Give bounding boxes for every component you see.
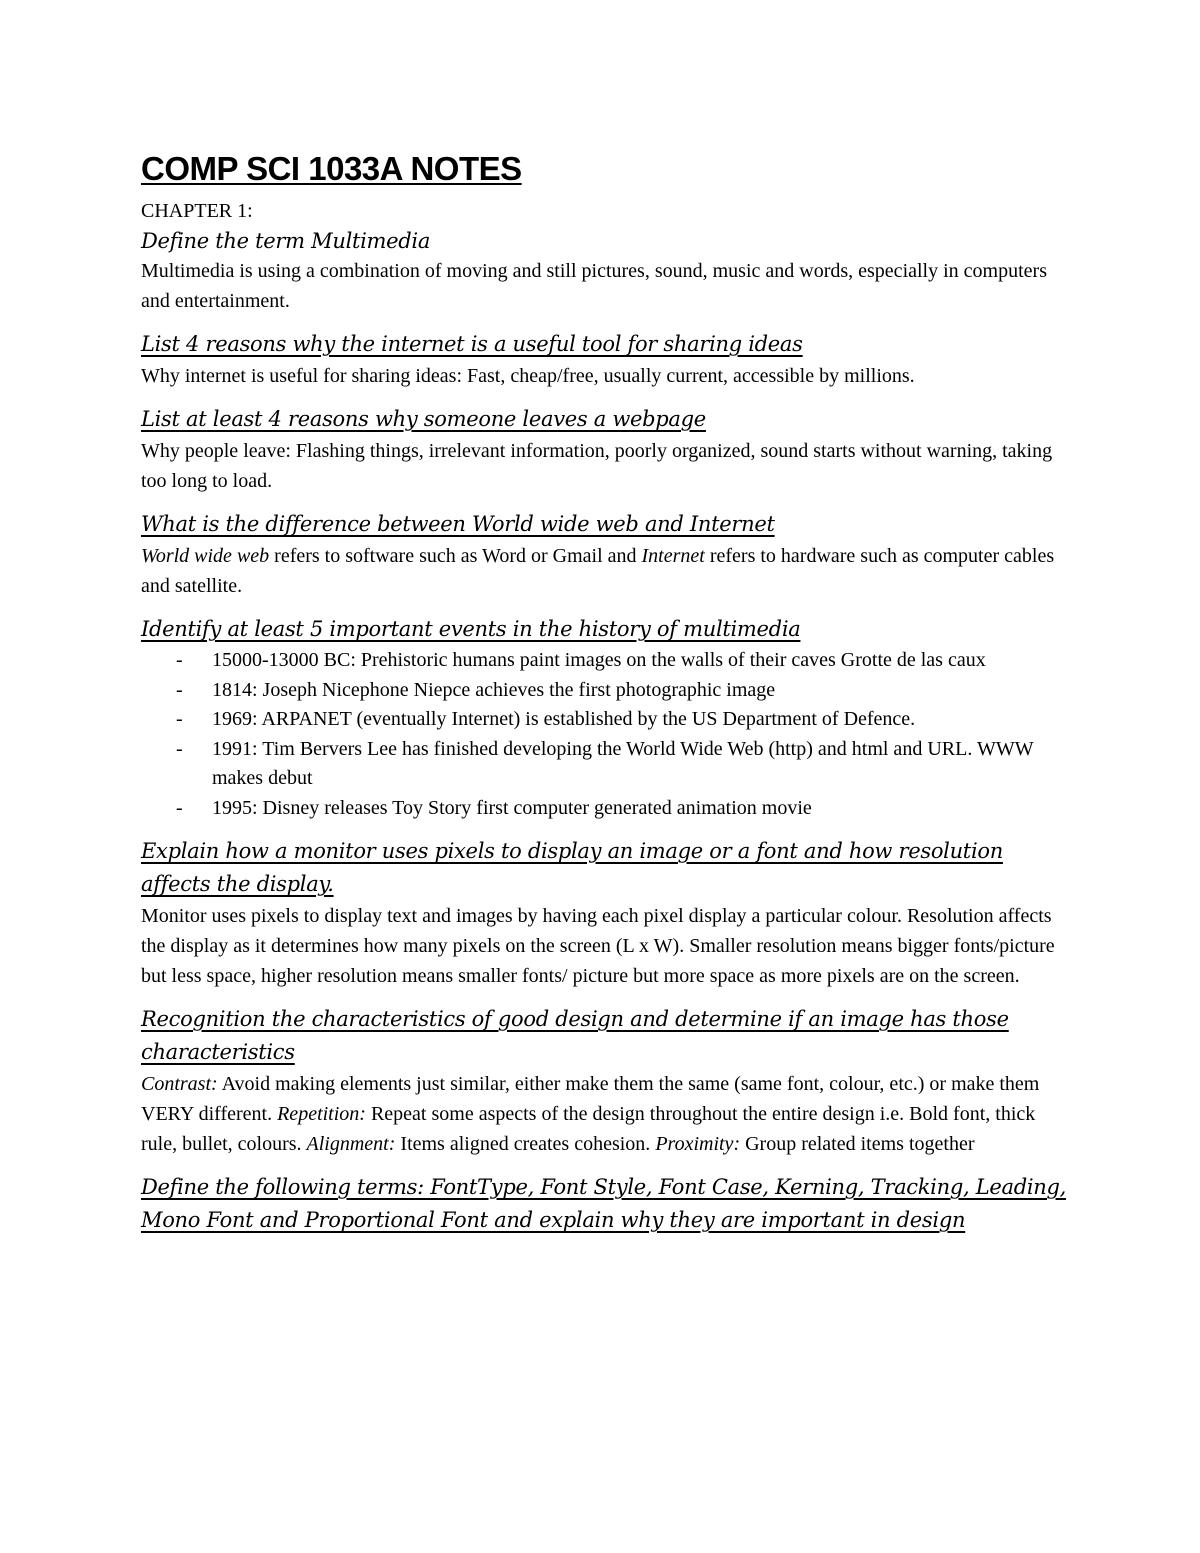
list-item <box>141 705 1052 735</box>
section-leave-webpage <box>141 403 1076 496</box>
list-item <box>141 646 1052 676</box>
section-heading: What is the difference between World wide web and Internet <box>141 512 775 536</box>
bullet-dash-icon: - <box>176 678 183 701</box>
term-alignment: Alignment: <box>306 1133 396 1155</box>
section-heading: Identify at least 5 important events in the history of multimedia <box>141 617 801 641</box>
section-heading: Recognition the characteristics of good design and determine if an image has those characteristics <box>141 1007 1009 1064</box>
term-internet: Internet <box>641 545 705 567</box>
term-repetition: Repetition: <box>277 1103 366 1125</box>
list-item-text: 15000-13000 BC: Prehistoric humans paint images on the walls of their caves Grotte de las caux <box>212 649 986 671</box>
document-page <box>141 146 1076 1237</box>
body-text-span: Items aligned creates cohesion. <box>395 1133 656 1155</box>
section-body: Multimedia is using a combination of moving and still pictures, sound, music and words, especially in computers and entertainment. <box>141 260 1047 312</box>
list-item <box>141 676 1052 706</box>
section-body <box>141 541 1076 601</box>
bullet-dash-icon: - <box>176 708 183 730</box>
term-www: World wide web <box>141 545 270 567</box>
section-font-terms <box>141 1171 1076 1237</box>
section-internet-sharing <box>141 328 1076 391</box>
body-text-span: Repeat some aspects of the design throughout the entire design i.e. Bold font, thick rule, bullet, colours. <box>141 1103 1036 1155</box>
chapter-label: CHAPTER 1: <box>141 200 253 222</box>
term-contrast: Contrast: <box>141 1073 218 1095</box>
section-heading: List 4 reasons why the internet is a useful tool for sharing ideas <box>141 332 803 356</box>
list-item-text: 1969: ARPANET (eventually Internet) is established by the US Department of Defence. <box>212 708 916 730</box>
section-body: Why people leave: Flashing things, irrelevant information, poorly organized, sound starts without warning, taking too long to load. <box>141 440 1053 492</box>
bullet-dash-icon: - <box>176 649 183 671</box>
events-list <box>141 646 1076 823</box>
bullet-dash-icon: - <box>176 796 183 819</box>
section-heading: Define the term Multimedia <box>141 229 431 253</box>
bullet-dash-icon: - <box>176 737 183 760</box>
section-heading: Define the following terms: FontType, Font Style, Font Case, Kerning, Tracking, Leading, Mono Font and Proportional Font and explain why they are important in design <box>141 1175 1067 1232</box>
section-multimedia <box>141 226 1076 316</box>
section-heading: List at least 4 reasons why someone leaves a webpage <box>141 407 706 431</box>
section-monitor-pixels <box>141 835 1076 991</box>
body-text-span: Avoid making elements just similar, either make them the same (same font, colour, etc.) or make them VERY different. <box>141 1073 1040 1125</box>
section-body <box>141 1069 1076 1159</box>
list-item-text: 1814: Joseph Nicephone Niepce achieves the first photographic image <box>212 678 776 701</box>
document-title: COMP SCI 1033A NOTES <box>141 150 522 187</box>
section-body: Why internet is useful for sharing ideas: Fast, cheap/free, usually current, accessible by millions. <box>141 365 915 387</box>
section-heading: Explain how a monitor uses pixels to display an image or a font and how resolution affects the display. <box>141 839 1003 896</box>
body-text-span: refers to software such as Word or Gmail and <box>269 545 642 567</box>
list-item <box>141 794 1052 824</box>
list-item <box>141 735 1052 794</box>
body-text-span: refers to hardware such as computer cables and satellite. <box>141 545 1055 597</box>
list-item-text: 1991: Tim Bervers Lee has finished developing the World Wide Web (http) and html and URL. WWW makes debut <box>212 737 1034 789</box>
list-item-text: 1995: Disney releases Toy Story first computer generated animation movie <box>212 796 812 819</box>
section-www-vs-internet <box>141 508 1076 601</box>
section-good-design <box>141 1003 1076 1159</box>
section-history-events <box>141 613 1076 823</box>
term-proximity: Proximity: <box>655 1133 741 1155</box>
section-body: Monitor uses pixels to display text and images by having each pixel display a particular colour. Resolution affects the display as it determines how many pixels on the screen (L x W). Smaller resolution means bigger fonts/picture but less space, higher resolution means smaller fonts/ picture but more space as more pixels are on the screen. <box>141 905 1055 987</box>
body-text-span: Group related items together <box>740 1133 975 1155</box>
